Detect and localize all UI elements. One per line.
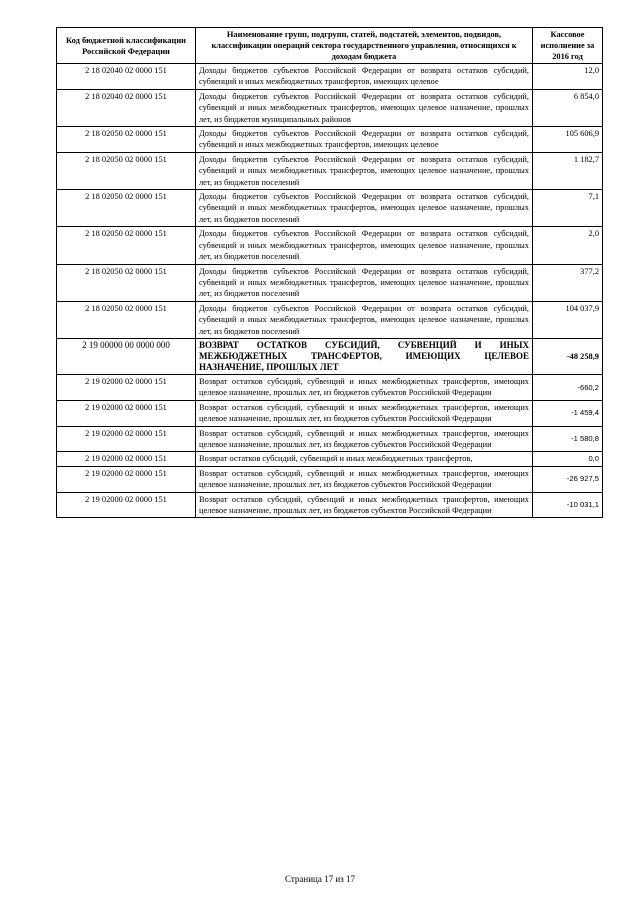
row-name: Доходы бюджетов субъектов Российской Федерации от возврата остатков субсидий, субвенций и иных межбюджетных трансфертов, имеющих целевое назначение, прошлых лет, из бюджетов поселений (196, 227, 533, 264)
row-code: 2 19 02000 02 0000 151 (57, 466, 196, 492)
row-code: 2 19 00000 00 0000 000 (57, 338, 196, 374)
header-code: Код бюджетной классификации Российской Федерации (57, 28, 196, 64)
row-code: 2 19 02000 02 0000 151 (57, 374, 196, 400)
row-amount: 1 182,7 (533, 152, 603, 189)
table-row (57, 127, 603, 153)
row-name: Возврат остатков субсидий, субвенций и иных межбюджетных трансфертов, имеющих целевое назначение, прошлых лет, из бюджетов субъектов Российской Федерации (196, 374, 533, 400)
row-name: Возврат остатков субсидий, субвенций и иных межбюджетных трансфертов, (196, 452, 533, 466)
table-row (57, 466, 603, 492)
row-name: ВОЗВРАТ ОСТАТКОВ СУБСИДИЙ, СУБВЕНЦИЙ И ИНЫХ МЕЖБЮДЖЕТНЫХ ТРАНСФЕРТОВ, ИМЕЮЩИХ ЦЕЛЕВОЕ НАЗНАЧЕНИЕ, ПРОШЛЫХ ЛЕТ (196, 338, 533, 374)
row-name: Возврат остатков субсидий, субвенций и иных межбюджетных трансфертов, имеющих целевое назначение, прошлых лет, из бюджетов субъектов Российской Федерации (196, 400, 533, 426)
row-name: Доходы бюджетов субъектов Российской Федерации от возврата остатков субсидий, субвенций и иных межбюджетных трансфертов, имеющих целевое назначение, прошлых лет, из бюджетов муниципальных районов (196, 89, 533, 126)
table-row (57, 64, 603, 90)
row-code: 2 19 02000 02 0000 151 (57, 452, 196, 466)
row-amount: -1 580,8 (533, 426, 603, 452)
table-row (57, 227, 603, 264)
table-row (57, 492, 603, 518)
row-amount: 2,0 (533, 227, 603, 264)
row-code: 2 18 02050 02 0000 151 (57, 190, 196, 227)
row-amount: 6 854,0 (533, 89, 603, 126)
row-code: 2 19 02000 02 0000 151 (57, 400, 196, 426)
row-code: 2 18 02040 02 0000 151 (57, 64, 196, 90)
page-footer: Страница 17 из 17 (285, 874, 355, 884)
row-amount: 104 037,9 (533, 301, 603, 338)
row-amount: 12,0 (533, 64, 603, 90)
table-row (57, 264, 603, 301)
row-code: 2 19 02000 02 0000 151 (57, 492, 196, 518)
row-name: Возврат остатков субсидий, субвенций и иных межбюджетных трансфертов, имеющих целевое назначение, прошлых лет, из бюджетов субъектов Российской Федерации (196, 466, 533, 492)
table-row (57, 301, 603, 338)
row-amount: 7,1 (533, 190, 603, 227)
row-name: Доходы бюджетов субъектов Российской Федерации от возврата остатков субсидий, субвенций и иных межбюджетных трансфертов, имеющих целевое назначение, прошлых лет, из бюджетов поселений (196, 301, 533, 338)
row-code: 2 18 02050 02 0000 151 (57, 152, 196, 189)
row-code: 2 19 02000 02 0000 151 (57, 426, 196, 452)
table-body (57, 64, 603, 518)
table-row (57, 89, 603, 126)
row-code: 2 18 02050 02 0000 151 (57, 264, 196, 301)
row-amount: -26 927,5 (533, 466, 603, 492)
header-amount: Кассовое исполнение за 2016 год (533, 28, 603, 64)
table-header-row (57, 28, 603, 64)
row-code: 2 18 02050 02 0000 151 (57, 127, 196, 153)
row-amount: -48 258,9 (533, 338, 603, 374)
row-name: Доходы бюджетов субъектов Российской Федерации от возврата остатков субсидий, субвенций и иных межбюджетных трансфертов, имеющих целевое назначение, прошлых лет, из бюджетов поселений (196, 190, 533, 227)
table-row (57, 426, 603, 452)
header-name: Наименование групп, подгрупп, статей, подстатей, элементов, подвидов, классификации операций сектора государственного управления, относящихся к доходам бюджета (196, 28, 533, 64)
row-name: Возврат остатков субсидий, субвенций и иных межбюджетных трансфертов, имеющих целевое назначение, прошлых лет, из бюджетов субъектов Российской Федерации (196, 492, 533, 518)
table-row (57, 374, 603, 400)
row-amount: -10 031,1 (533, 492, 603, 518)
table-row (57, 452, 603, 466)
row-name: Доходы бюджетов субъектов Российской Федерации от возврата остатков субсидий, субвенций и иных межбюджетных трансфертов, имеющих целевое (196, 127, 533, 153)
row-name: Доходы бюджетов субъектов Российской Федерации от возврата остатков субсидий, субвенций и иных межбюджетных трансфертов, имеющих целевое назначение, прошлых лет, из бюджетов поселений (196, 264, 533, 301)
table-row (57, 152, 603, 189)
row-code: 2 18 02050 02 0000 151 (57, 301, 196, 338)
row-name: Возврат остатков субсидий, субвенций и иных межбюджетных трансфертов, имеющих целевое назначение, прошлых лет, из бюджетов субъектов Российской Федерации (196, 426, 533, 452)
table-row (57, 338, 603, 374)
row-name: Доходы бюджетов субъектов Российской Федерации от возврата остатков субсидий, субвенций и иных межбюджетных трансфертов, имеющих целевое назначение, прошлых лет, из бюджетов поселений (196, 152, 533, 189)
budget-revenue-table (56, 27, 603, 518)
table-row (57, 400, 603, 426)
row-amount: -1 459,4 (533, 400, 603, 426)
row-code: 2 18 02050 02 0000 151 (57, 227, 196, 264)
row-code: 2 18 02040 02 0000 151 (57, 89, 196, 126)
row-amount: -660,2 (533, 374, 603, 400)
row-amount: 105 606,9 (533, 127, 603, 153)
row-amount: 0,0 (533, 452, 603, 466)
table-row (57, 190, 603, 227)
row-name: Доходы бюджетов субъектов Российской Федерации от возврата остатков субсидий, субвенций и иных межбюджетных трансфертов, имеющих целевое (196, 64, 533, 90)
row-amount: 377,2 (533, 264, 603, 301)
